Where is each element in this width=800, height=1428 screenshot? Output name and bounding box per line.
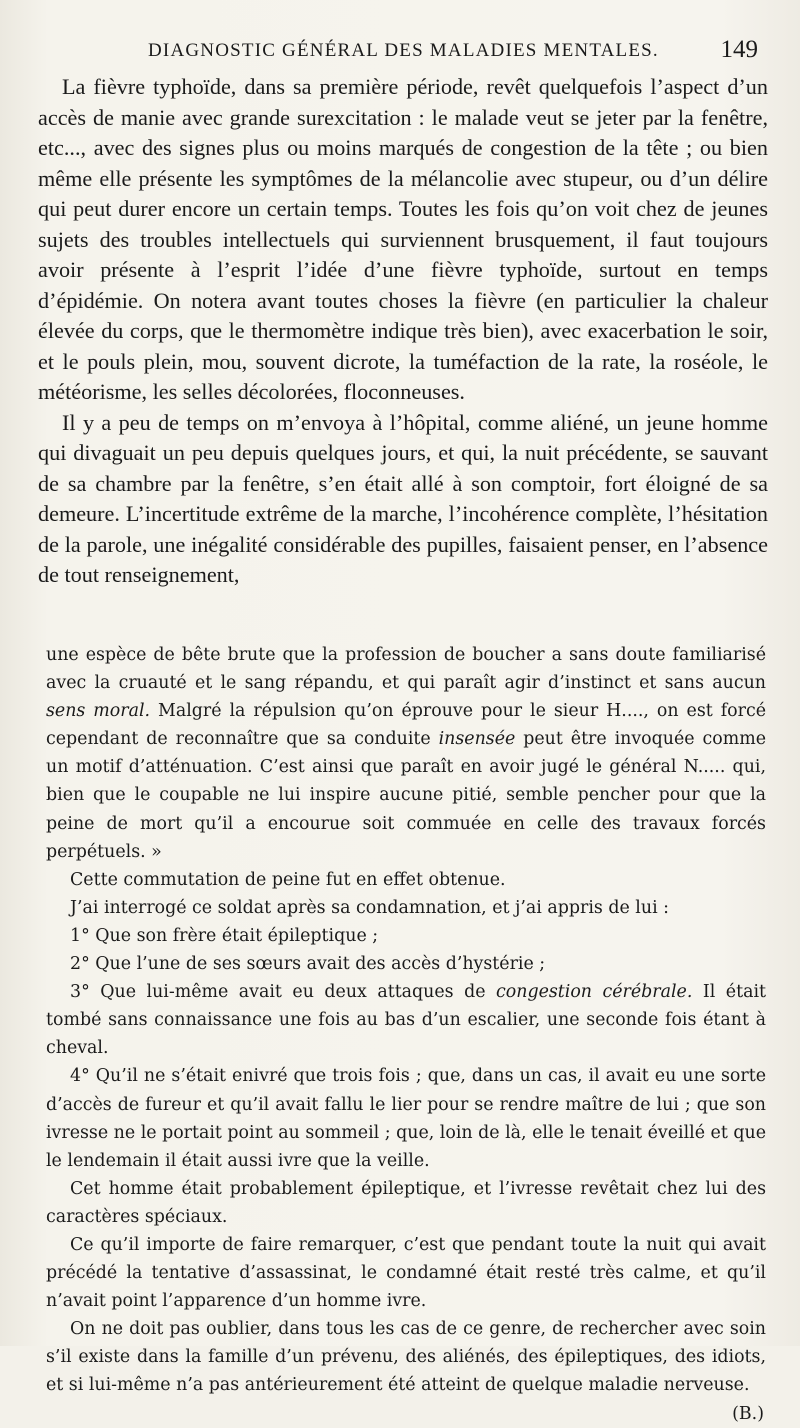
list-item-3: 3° Que lui-même avait eu deux attaques de congestion cérébrale. Il était tombé sans connaissance une fois au bas d’un escalier, une seconde fois étant à cheval. [46,982,766,1059]
page-number: 149 [720,36,758,63]
list-item-1: 1° Que son frère était épileptique ; [70,925,379,946]
paragraph-remark: Ce qu’il importe de faire remarquer, c’est que pendant toute la nuit qui avait précédé la tentative d’assassinat, le condamné était resté très calme, et qu’il n’avait point l’apparence d’un homme ivre. [46,1234,766,1312]
running-title: DIAGNOSTIC GÉNÉRAL DES MALADIES MENTALES. [148,40,659,61]
page-header [40,38,760,68]
list-item-4: 4° Qu’il ne s’était enivré que trois fois ; que, dans un cas, il avait eu une sorte d’accès de fureur et qu’il avait fallu le lier pour se rendre maître de lui ; que son ivresse ne le portait point au sommeil ; que, loin de là, elle le tenait éveillé et que le lendemain il était aussi ivre que la veille. [46,1066,766,1171]
paragraph-typhoid-fever: La fièvre typhoïde, dans sa première période, revêt quelquefois l’aspect d’un accès de manie avec grande surexcitation : le malade veut se jeter par la fenêtre, etc..., avec des signes plus ou moins marqués de congestion de la tête ; ou bien même elle présente les symptômes de la mélancolie avec stupeur, ou d’un délire qui peut durer encore un certain temps. Toutes les fois qu’on voit chez de jeunes sujets des troubles intellectuels qui surviennent brusquement, il faut toujours avoir présente à l’esprit l’idée d’une fièvre typhoïde, surtout en temps d’épidémie. On notera avant toutes choses la fièvre (en particulier la chaleur élevée du corps, que le thermomètre indique très bien), avec exacerbation le soir, et le pouls plein, mou, souvent dicrote, la tuméfaction de la rate, la roséole, le météorisme, les selles décolorées, floconneuses. [38,74,768,404]
paragraph-commutation: Cette commutation de peine fut en effet obtenue. [70,869,506,890]
paragraph-conclusion: On ne doit pas oublier, dans tous les cas de ce genre, de rechercher avec soin s’il existe dans la famille d’un prévenu, des aliénés, des épileptiques, des idiots, et si lui-même n’a pas antérieurement été atteint de quelque maladie nerveuse. (B.) [46,1315,766,1399]
list-item-2: 2° Que l’une de ses sœurs avait des accès d’hystérie ; [70,954,546,975]
paragraph-epileptic: Cet homme était probablement épileptique, et l’ivresse revêtait chez lui des caractères spéciaux. [46,1178,766,1227]
paragraph-young-man-case: Il y a peu de temps on m’envoya à l’hôpital, comme aliéné, un jeune homme qui divaguait un peu depuis quelques jours, et qui, la nuit précédente, se sauvant de sa chambre par la fenêtre, s’en était allé à son comptoir, fort éloigné de sa demeure. L’incertitude extrême de la marche, l’incohérence complète, l’hésitation de la parole, une inégalité considérable des pupilles, faisaient penser, en l’absence de tout renseignement, [38,409,768,587]
footnote-text [46,641,766,1428]
paragraph-interrogation: J’ai interrogé ce soldat après sa condamnation, et j’ai appris de lui : [70,897,670,918]
quote-paragraph: une espèce de bête brute que la profession de boucher a sans doute familiarisé avec la cruauté et le sang répandu, et qui paraît agir d’instinct et sans aucun sens moral. Malgré la répulsion qu’on éprouve pour le sieur H...., on est forcé cependant de reconnaître que sa conduite insensée peut être invoquée comme un motif d’atténuation. C’est ainsi que paraît en avoir jugé le général N..... qui, bien que le coupable ne lui inspire aucune pitié, semble pencher pour que la peine de mort qu’il a encourue soit commuée en celle des travaux forcés perpétuels. » [46,645,766,862]
main-text [38,72,768,591]
signature: (B.) [732,1403,764,1424]
